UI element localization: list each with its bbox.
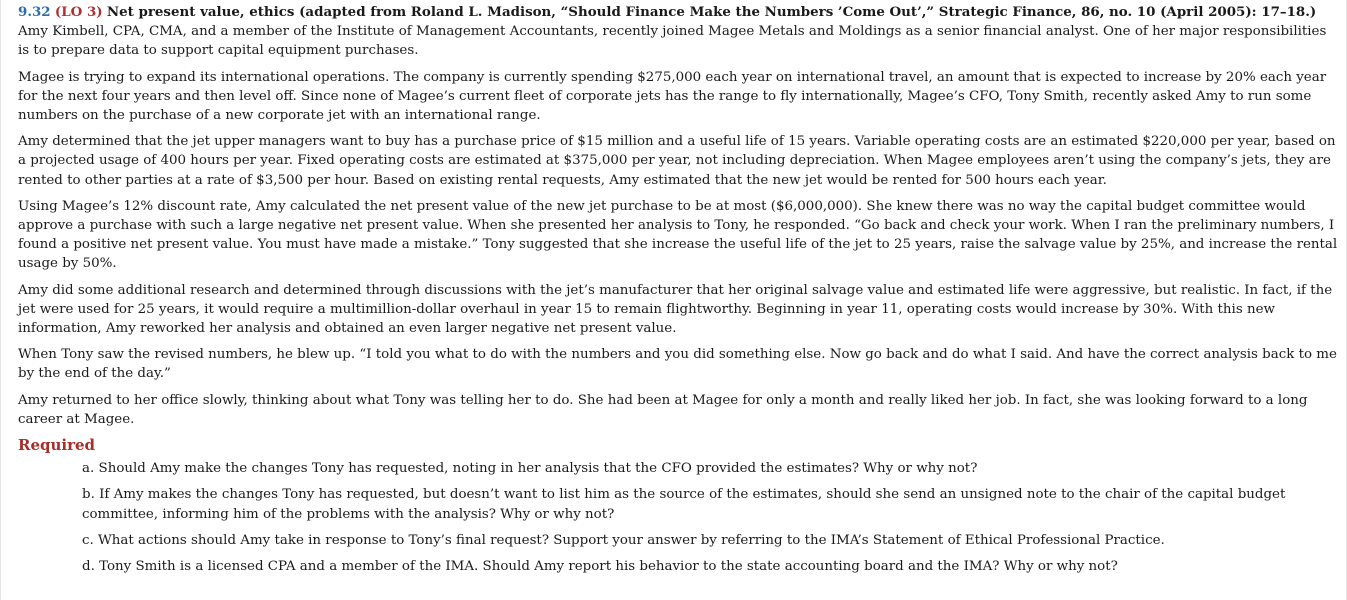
question-letter: a. [82,461,95,477]
paragraph-tony-reaction: When Tony saw the revised numbers, he blew up. “I told you what to do with the numbers and you did something else. Now go back and do what I said. And have the correct analysis back to me by the end of the day.” [18,347,1337,382]
question-text: If Amy makes the changes Tony has requested, but doesn’t want to list him as the source of the estimates, should she send an unsigned note to the chair of the capital budget committee, informing him of the problems with the analysis? Why or why not? [82,487,1286,522]
paragraph-jet-costs: Amy determined that the jet upper managers want to buy has a purchase price of $15 million and a useful life of 15 years. Variable operating costs are an estimated $220,000 per year, based on a projected usage of 400 hours per year. Fixed operating costs are estimated at $375,000 per year, not including depreciation. When Magee employees aren’t using the company’s jets, they are rented to other parties at a rate of $3,500 per hour. Based on existing rental requests, Amy estimated that the new jet would be rented for 500 hours each year. [18,134,1336,188]
learning-objective-ref: (LO 3) [54,4,103,20]
question-item-a [82,459,1340,478]
question-letter: c. [82,532,94,548]
paragraph-additional-research: Amy did some additional research and determined through discussions with the jet’s manufacturer that her original salvage value and estimated life were aggressive, but realistic. In fact, if the jet were used for 25 years, it would require a multimillion-dollar overhaul in year 15 to remain flightworthy. Beginning in year 11, operating costs would increase by 30%. With this new information, Amy reworked her analysis and obtained an even larger negative net present value. [18,282,1333,337]
question-text: Should Amy make the changes Tony has requested, noting in her analysis that the CFO provided the estimates? Why or why not? [98,461,978,477]
question-text: Tony Smith is a licensed CPA and a member of the IMA. Should Amy report his behavior to the state accounting board and the IMA? Why or why not? [99,559,1118,575]
paragraph-international-operations: Magee is trying to expand its international operations. The company is currently spending $275,000 each year on international travel, an amount that is expected to increase by 20% each year for the next four years and then level off. Since none of Magee’s current fleet of corporate jets has the range to fly internationally, Magee’s CFO, Tony Smith, recently asked Amy to run some numbers on the purchase of a new corporate jet with an international range. [18,69,1327,124]
question-text: What actions should Amy take in response to Tony’s final request? Support your answer by referring to the IMA’s Statement of Ethical Professional Practice. [98,532,1165,548]
problem-header-paragraph [18,3,1340,61]
paragraph-amy-returns: Amy returned to her office slowly, thinking about what Tony was telling her to do. She had been at Magee for only a month and really liked her job. In fact, she was looking forward to a long career at Magee. [18,392,1308,427]
problem-document [1,0,1346,576]
question-item-d [82,557,1340,576]
problem-intro: Amy Kimbell, CPA, CMA, and a member of the Institute of Management Accountants, recently joined Magee Metals and Moldings as a senior financial analyst. One of her major responsibilities is to prepare data to support capital equipment purchases. [18,24,1327,59]
problem-heading: Net present value, ethics (adapted from Roland L. Madison, “Should Finance Make the Numbers ’Come Out’,” Strategic Finance, 86, no. 10 (April 2005): 17–18.) [106,4,1317,20]
paragraph-npv-analysis: Using Magee’s 12% discount rate, Amy calculated the net present value of the new jet purchase to be at most ($6,000,000). She knew there was no way the capital budget committee would approve a purchase with such a large negative net present value. When she presented her analysis to Tony, he responded. “Go back and check your work. When I ran the preliminary numbers, I found a positive net present value. You must have made a mistake.” Tony suggested that she increase the useful life of the jet to 25 years, raise the salvage value by 25%, and increase the rental usage by 50%. [18,198,1338,272]
question-letter: b. [82,487,95,503]
question-letter: d. [82,559,95,575]
question-list [18,459,1340,576]
question-item-b [82,485,1340,523]
required-heading: Required [18,436,96,455]
question-item-c [82,531,1340,550]
problem-number: 9.32 [18,4,51,20]
